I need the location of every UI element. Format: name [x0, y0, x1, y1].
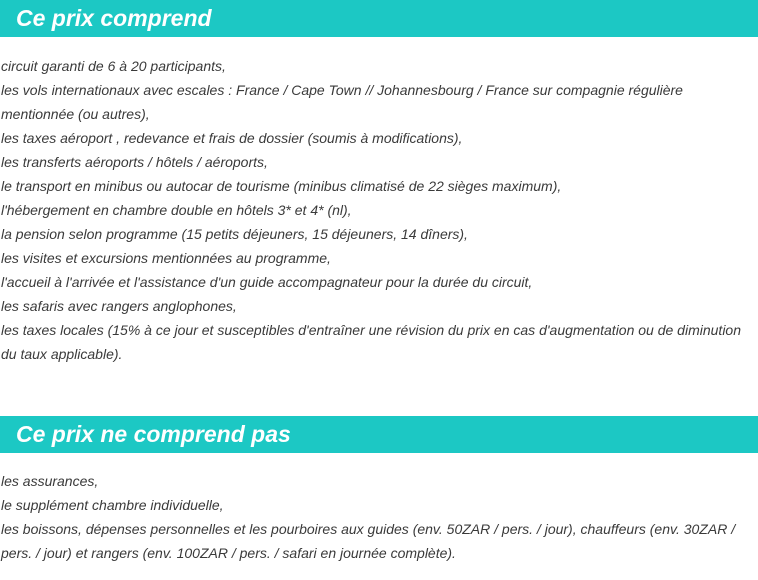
list-item: les visites et excursions mentionnées au programme,: [1, 250, 331, 266]
list-item: les assurances,: [1, 473, 99, 489]
list-item: les vols internationaux avec escales : France / Cape Town // Johannesbourg / France sur compagnie régulière mentionnée (ou autres),: [1, 82, 683, 122]
list-item: la pension selon programme (15 petits déjeuners, 15 déjeuners, 14 dîners),: [1, 226, 468, 242]
list-item: les safaris avec rangers anglophones,: [1, 298, 237, 314]
list-item: les transferts aéroports / hôtels / aéroports,: [1, 154, 268, 170]
includes-list: [0, 54, 758, 366]
list-item: les taxes locales (15% à ce jour et susceptibles d'entraîner une révision du prix en cas d'augmentation ou de diminution du taux applicable).: [1, 322, 741, 362]
list-item: l'accueil à l'arrivée et l'assistance d'un guide accompagnateur pour la durée du circuit,: [1, 274, 533, 290]
excludes-heading: Ce prix ne comprend pas: [0, 416, 758, 453]
includes-heading: Ce prix comprend: [0, 0, 758, 37]
list-item: les taxes aéroport , redevance et frais de dossier (soumis à modifications),: [1, 130, 463, 146]
list-item: l'hébergement en chambre double en hôtels 3* et 4* (nl),: [1, 202, 352, 218]
excludes-section: [0, 416, 758, 565]
list-item: circuit garanti de 6 à 20 participants,: [1, 58, 226, 74]
list-item: le transport en minibus ou autocar de tourisme (minibus climatisé de 22 sièges maximum),: [1, 178, 562, 194]
list-item: le supplément chambre individuelle,: [1, 497, 224, 513]
list-item: les boissons, dépenses personnelles et les pourboires aux guides (env. 50ZAR / pers. / jour), chauffeurs (env. 30ZAR / pers. / jour) et rangers (env. 100ZAR / pers. / safari en journée complète).: [1, 521, 736, 561]
excludes-list: [0, 469, 758, 565]
